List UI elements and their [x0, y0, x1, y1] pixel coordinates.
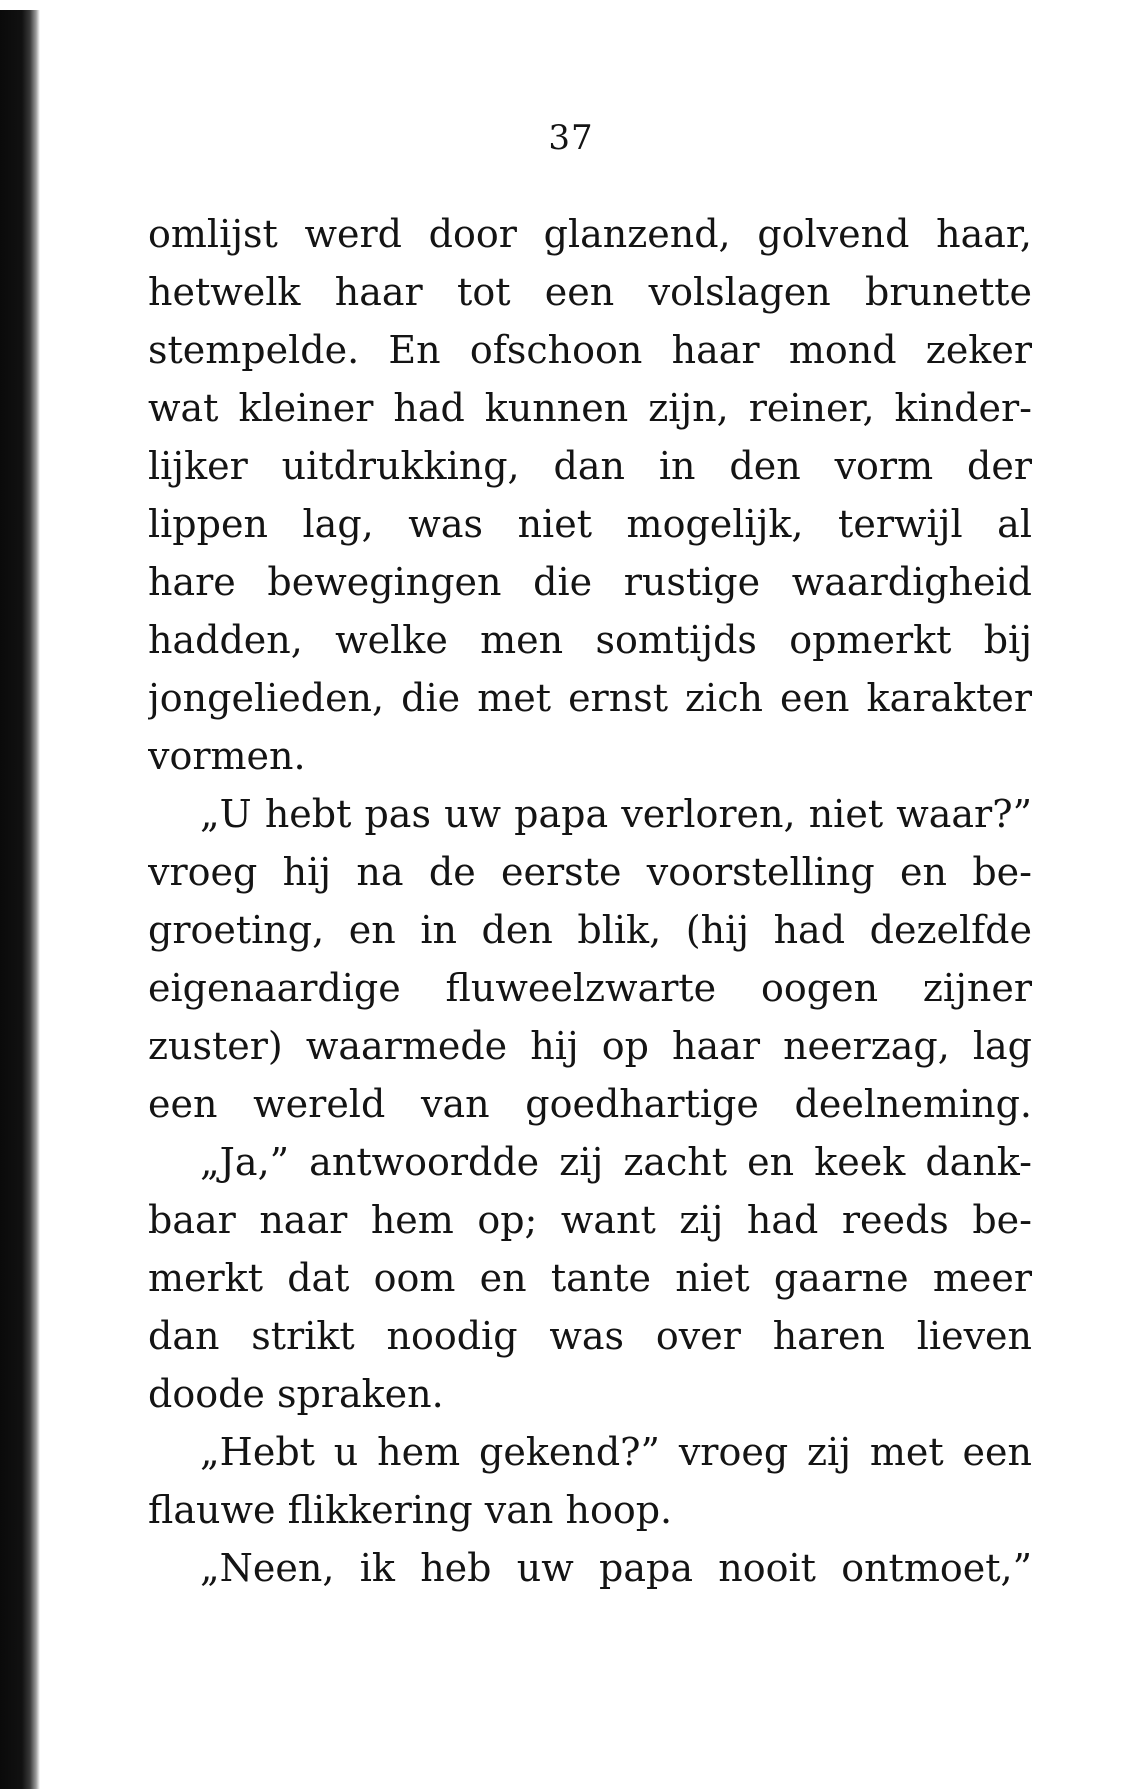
text-line: „Neen, ik heb uw papa nooit ontmoet,”: [200, 1546, 1032, 1590]
text-line: flauwe flikkering van hoop.: [148, 1488, 673, 1532]
text-line: lijker uitdrukking, dan in den vorm der: [148, 444, 1032, 488]
text-line: „Ja,” antwoordde zij zacht en keek dank-: [200, 1140, 1032, 1184]
text-line: dan strikt noodig was over haren lieven: [148, 1314, 1032, 1358]
text-line: jongelieden, die met ernst zich een karakter: [148, 676, 1032, 720]
text-line: omlijst werd door glanzend, golvend haar,: [148, 212, 1032, 256]
text-line: een wereld van goedhartige deelneming.: [148, 1082, 1032, 1126]
text-line: doode spraken.: [148, 1372, 444, 1416]
text-line: vroeg hij na de eerste voorstelling en be-: [148, 850, 1032, 894]
text-line: „U hebt pas uw papa verloren, niet waar?”: [200, 792, 1032, 836]
text-line: „Hebt u hem gekend?” vroeg zij met een: [200, 1430, 1032, 1474]
page-gutter-shadow: [0, 10, 40, 1789]
text-line: hetwelk haar tot een volslagen brunette: [148, 270, 1032, 314]
text-line: vormen.: [148, 734, 306, 778]
body-text: [148, 205, 1032, 1597]
text-line: groeting, en in den blik, (hij had dezelfde: [148, 908, 1032, 952]
text-line: hare bewegingen die rustige waardigheid: [148, 560, 1032, 604]
page-number: 37: [548, 118, 594, 158]
text-line: baar naar hem op; want zij had reeds be-: [148, 1198, 1032, 1242]
text-line: zuster) waarmede hij op haar neerzag, lag: [148, 1024, 1032, 1068]
text-line: eigenaardige fluweelzwarte oogen zijner: [148, 966, 1032, 1010]
text-line: lippen lag, was niet mogelijk, terwijl al: [148, 502, 1032, 546]
text-line: stempelde. En ofschoon haar mond zeker: [148, 328, 1032, 372]
text-line: hadden, welke men somtijds opmerkt bij: [148, 618, 1032, 662]
text-line: wat kleiner had kunnen zijn, reiner, kinder-: [148, 386, 1032, 430]
text-line: merkt dat oom en tante niet gaarne meer: [148, 1256, 1032, 1300]
